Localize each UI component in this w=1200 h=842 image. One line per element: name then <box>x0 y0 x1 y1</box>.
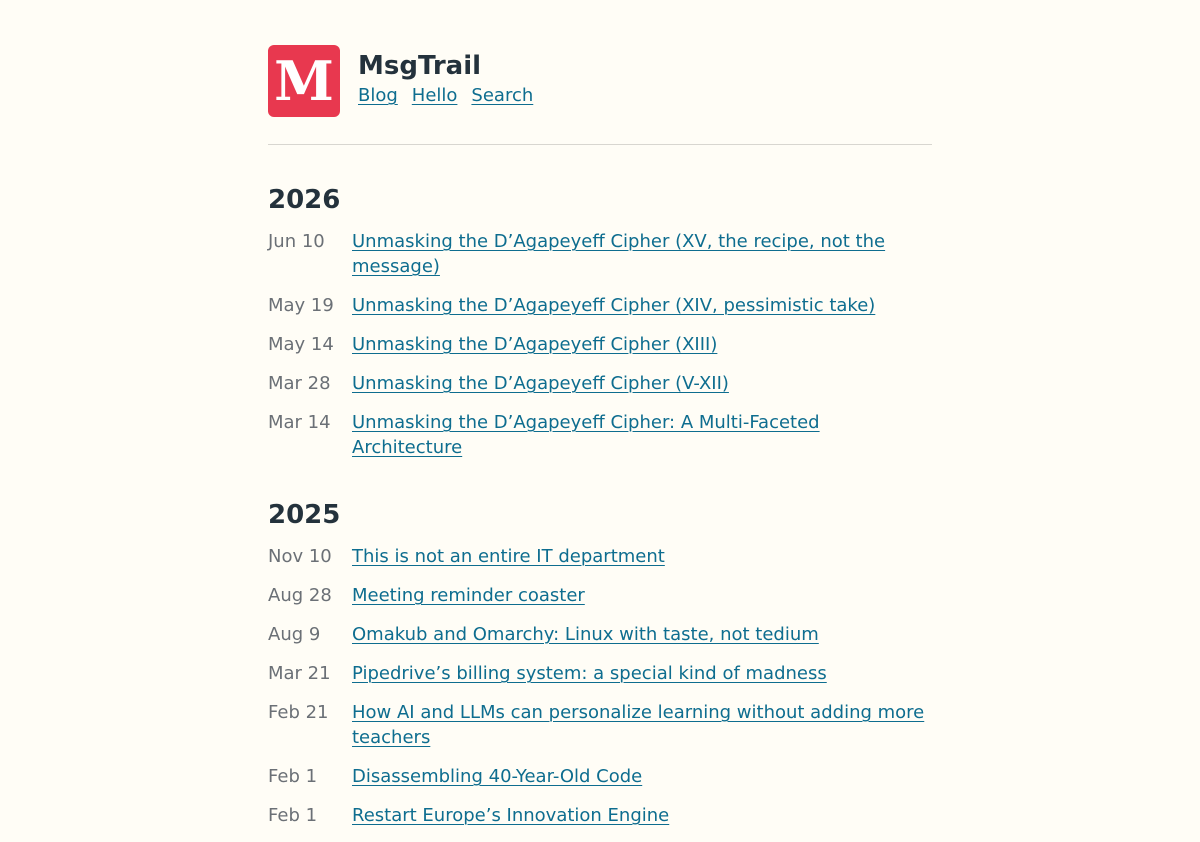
post-date: Nov 10 <box>268 546 332 567</box>
post-link[interactable]: Unmasking the D’Agapeyeff Cipher (XIV, pessimistic take) <box>352 295 876 316</box>
post-link[interactable]: Unmasking the D’Agapeyeff Cipher (V-XII) <box>352 373 729 394</box>
page <box>268 45 932 842</box>
post-link[interactable]: Omakub and Omarchy: Linux with taste, not tedium <box>352 624 819 645</box>
post-date: Mar 14 <box>268 412 331 433</box>
post-item <box>268 700 932 750</box>
post-date: Feb 21 <box>268 702 329 723</box>
site-header <box>268 45 932 117</box>
header-divider <box>268 144 932 145</box>
post-item <box>268 803 932 828</box>
post-item <box>268 293 932 318</box>
nav-link-search[interactable]: Search <box>471 85 534 106</box>
post-date: Feb 1 <box>268 805 318 826</box>
site-branding <box>358 45 533 107</box>
main-nav <box>358 85 533 107</box>
nav-link-blog[interactable]: Blog <box>358 85 398 106</box>
post-link[interactable]: Unmasking the D’Agapeyeff Cipher (XIII) <box>352 334 718 355</box>
post-item <box>268 410 932 460</box>
post-link[interactable]: How AI and LLMs can personalize learning without adding more teachers <box>352 702 925 748</box>
year-heading: 2025 <box>268 500 341 530</box>
post-item <box>268 583 932 608</box>
post-list <box>268 544 932 828</box>
post-date: Mar 28 <box>268 373 331 394</box>
post-date: Aug 9 <box>268 624 321 645</box>
post-item <box>268 764 932 789</box>
post-link[interactable]: Meeting reminder coaster <box>352 585 585 606</box>
post-item <box>268 371 932 396</box>
post-link[interactable]: Unmasking the D’Agapeyeff Cipher (XV, the recipe, not the message) <box>352 231 886 277</box>
post-date: Aug 28 <box>268 585 332 606</box>
post-date: Mar 21 <box>268 663 331 684</box>
year-heading: 2026 <box>268 185 341 215</box>
post-link[interactable]: Unmasking the D’Agapeyeff Cipher: A Multi-Faceted Architecture <box>352 412 820 458</box>
post-item <box>268 622 932 647</box>
post-list <box>268 229 932 460</box>
post-link[interactable]: Pipedrive’s billing system: a special kind of madness <box>352 663 827 684</box>
post-item <box>268 332 932 357</box>
post-link[interactable]: This is not an entire IT department <box>352 546 665 567</box>
archive-year-section <box>268 185 932 460</box>
post-item <box>268 661 932 686</box>
post-date: May 14 <box>268 334 334 355</box>
site-title[interactable]: MsgTrail <box>358 51 482 81</box>
post-item <box>268 229 932 279</box>
archive-year-section <box>268 500 932 828</box>
nav-link-hello[interactable]: Hello <box>411 85 458 106</box>
post-date: May 19 <box>268 295 334 316</box>
site-logo[interactable]: M <box>268 45 340 117</box>
post-date: Feb 1 <box>268 766 318 787</box>
post-link[interactable]: Disassembling 40-Year-Old Code <box>352 766 643 787</box>
post-link[interactable]: Restart Europe’s Innovation Engine <box>352 805 670 826</box>
post-date: Jun 10 <box>268 231 325 252</box>
post-item <box>268 544 932 569</box>
